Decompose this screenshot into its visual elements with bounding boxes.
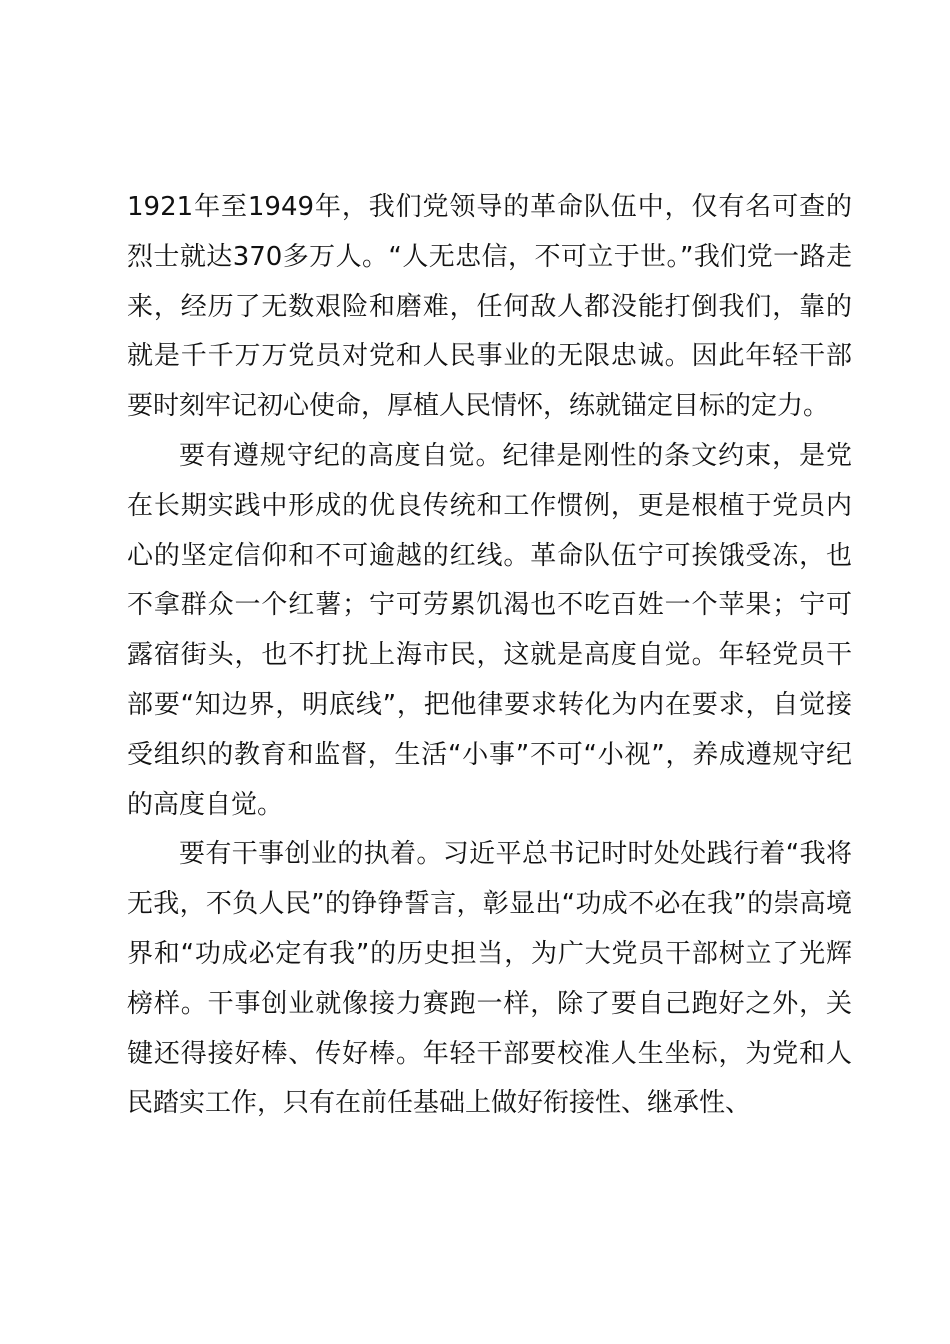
paragraph-discipline: 要有遵规守纪的高度自觉。纪律是刚性的条文约束，是党在长期实践中形成的优良传统和工作惯例，更是根植于党员内心的坚定信仰和不可逾越的红线。革命队伍宁可挨饿受冻，也不拿群众一个红薯；宁可劳累饥渴也不吃百姓一个苹果；宁可露宿街头，也不打扰上海市民，这就是高度自觉。年轻党员干部要“知边界，明底线”，把他律要求转化为内在要求，自觉接受组织的教育和监督，生活“小事”不可“小视”，养成遵规守纪的高度自觉。 (127, 440, 852, 820)
paragraph-loyalty-continuation: 1921年至1949年，我们党领导的革命队伍中，仅有名可查的烈士就达370多万人。“人无忠信，不可立于世。”我们党一路走来，经历了无数艰险和磨难，任何敌人都没能打倒我们，靠的就是千千万万党员对党和人民事业的无限忠诚。因此年轻干部要时刻牢记初心使命，厚植人民情怀，练就锚定目标的定力。 (127, 192, 852, 422)
body-text (127, 183, 852, 1129)
paragraph-dedication: 要有干事创业的执着。习近平总书记时时处处践行着“我将无我，不负人民”的铮铮誓言，彰显出“功成不必在我”的崇高境界和“功成必定有我”的历史担当，为广大党员干部树立了光辉榜样。干事创业就像接力赛跑一样，除了要自己跑好之外，关键还得接好棒、传好棒。年轻干部要校准人生坐标，为党和人民踏实工作，只有在前任基础上做好衔接性、继承性、 (127, 839, 852, 1119)
